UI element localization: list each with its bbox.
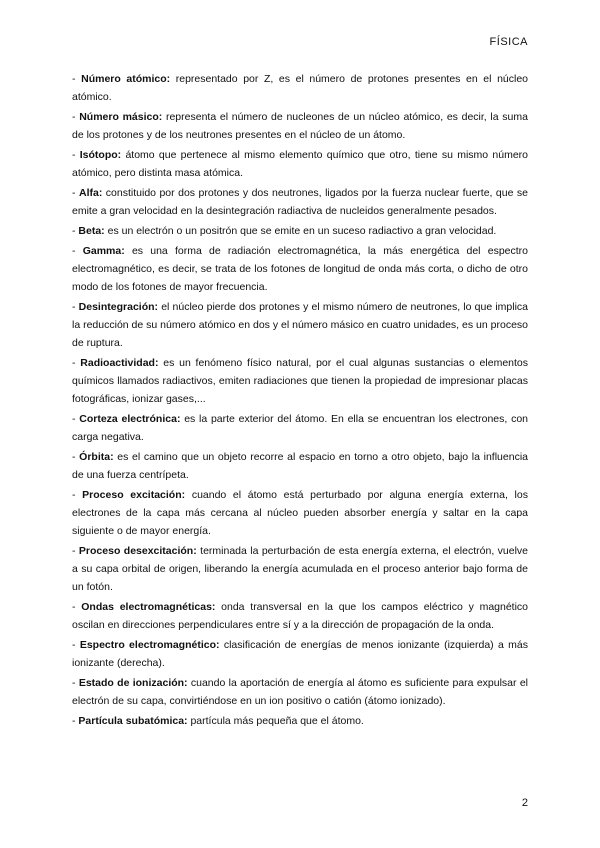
entry-prefix: - — [72, 149, 80, 161]
glossary-entry — [72, 674, 528, 710]
glossary-entry — [72, 108, 528, 144]
entry-term: Espectro electromagnético: — [79, 639, 220, 651]
entry-definition: onda transversal en la que los campos eléctrico y magnético oscilan en direcciones perpendiculares entre sí y a la dirección de propagación de la onda. — [72, 601, 529, 631]
glossary-entry — [72, 542, 528, 596]
entry-term: Órbita: — [79, 451, 114, 463]
glossary-entry — [72, 598, 528, 634]
entry-prefix: - — [72, 601, 82, 613]
entry-term: Radioactividad: — [80, 357, 159, 369]
entry-prefix: - — [72, 639, 80, 651]
glossary-entry — [72, 184, 528, 220]
glossary-entry — [72, 448, 528, 484]
entry-prefix: - — [72, 225, 79, 237]
entry-term: Desintegración: — [78, 301, 159, 313]
entry-term: Corteza electrónica: — [79, 413, 181, 425]
entry-definition: constituido por dos protones y dos neutrones, ligados por la fuerza nuclear fuerte, que se emite a gran velocidad en la desintegración radiactiva de nucleidos generalmente pesados. — [72, 187, 529, 217]
entry-term: Proceso excitación: — [82, 489, 186, 501]
entry-prefix: - — [72, 187, 79, 199]
entry-prefix: - — [72, 451, 80, 463]
glossary-entry — [72, 298, 528, 352]
entry-definition: es un electrón o un positrón que se emite en un suceso radiactivo a gran velocidad. — [104, 225, 497, 237]
entry-prefix: - — [72, 677, 79, 689]
entry-definition: átomo que pertenece al mismo elemento químico que otro, tiene su mismo número atómico, pero distinta masa atómica. — [72, 149, 528, 179]
entry-definition: cuando el átomo está perturbado por alguna energía externa, los electrones de la capa más cercana al núcleo pueden absorber energía y saltar en la capa siguiente o de mayor energía. — [72, 489, 528, 537]
entry-prefix: - — [72, 73, 82, 85]
entry-definition: el núcleo pierde dos protones y el mismo número de neutrones, lo que implica la reducción de su número atómico en dos y el número másico en cuatro unidades, es un proceso de ruptura. — [72, 301, 528, 349]
glossary-entry — [72, 486, 528, 540]
entry-prefix: - — [72, 245, 83, 257]
entry-term: Alfa: — [78, 187, 103, 199]
entry-term: Número atómico: — [81, 73, 171, 85]
entry-definition: representado por Z, es el número de protones presentes en el núcleo atómico. — [72, 73, 529, 103]
entry-term: Partícula subatómica: — [78, 715, 188, 727]
entry-definition: representa el número de nucleones de un núcleo atómico, es decir, la suma de los protones y de los neutrones presentes en el núcleo de un átomo. — [72, 111, 528, 141]
glossary-entry — [72, 636, 528, 672]
glossary-entry — [72, 70, 528, 106]
entry-definition: clasificación de energías de menos ionizante (izquierda) a más ionizante (derecha). — [72, 639, 528, 669]
glossary-entry — [72, 146, 528, 182]
glossary-entry — [72, 410, 528, 446]
entry-prefix: - — [72, 357, 81, 369]
glossary-list — [72, 70, 528, 732]
entry-term: Beta: — [78, 225, 105, 237]
entry-term: Gamma: — [82, 245, 125, 257]
page-header-title: FÍSICA — [489, 36, 528, 48]
entry-term: Proceso desexcitación: — [78, 545, 197, 557]
entry-prefix: - — [72, 715, 79, 727]
entry-definition: partícula más pequeña que el átomo. — [187, 715, 364, 727]
glossary-entry — [72, 712, 528, 730]
glossary-entry — [72, 354, 528, 408]
entry-definition: terminada la perturbación de esta energía externa, el electrón, vuelve a su capa orbital de origen, liberando la energía acumulada en el proceso anterior bajo forma de un fotón. — [72, 545, 529, 593]
entry-term: Ondas electromagnéticas: — [81, 601, 216, 613]
glossary-entry — [72, 222, 528, 240]
entry-definition: es una forma de radiación electromagnética, la más energética del espectro electromagnético, es decir, se trata de los fotones de longitud de onda más corta, o dicho de otro modo de los fotones de mayor frecuencia. — [72, 245, 529, 293]
entry-definition: es un fenómeno físico natural, por el cual algunas sustancias o elementos químicos llamados radiactivos, emiten radiaciones que tienen la propiedad de impresionar placas fotográficas, ionizar gases,... — [72, 357, 528, 405]
entry-prefix: - — [72, 413, 80, 425]
page-number: 2 — [521, 797, 528, 809]
entry-prefix: - — [72, 489, 83, 501]
entry-prefix: - — [72, 301, 79, 313]
entry-definition: es el camino que un objeto recorre al espacio en torno a otro objeto, bajo la influencia de una fuerza centrípeta. — [72, 451, 528, 481]
entry-definition: es la parte exterior del átomo. En ella se encuentran los electrones, con carga negativa. — [72, 413, 528, 443]
entry-definition: cuando la aportación de energía al átomo es suficiente para expulsar el electrón de su capa, convirtiéndose en un ion positivo o catión (átomo ionizado). — [72, 677, 528, 707]
entry-prefix: - — [72, 111, 80, 123]
glossary-entry — [72, 242, 528, 296]
entry-term: Número másico: — [79, 111, 163, 123]
entry-term: Isótopo: — [79, 149, 122, 161]
entry-prefix: - — [72, 545, 79, 557]
entry-term: Estado de ionización: — [78, 677, 188, 689]
